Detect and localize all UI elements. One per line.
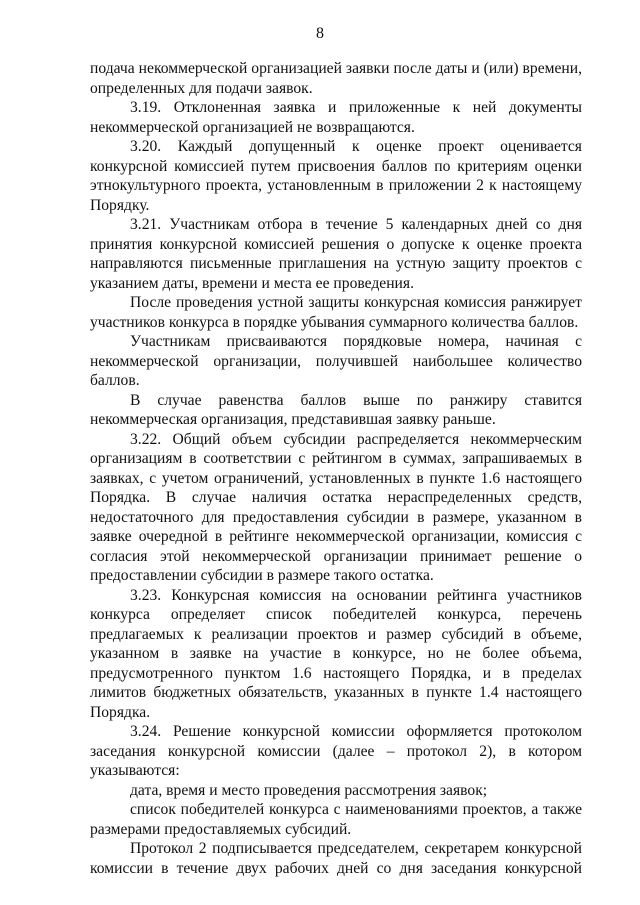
paragraph-tie-break: В случае равенства баллов выше по ранжиру ставится некоммерческая организация, представившая заявку раньше. <box>90 391 582 428</box>
paragraph-3-24: 3.24. Решение конкурсной комиссии оформляется протоколом заседания конкурсной комиссии (далее – протокол 2), в котором указываются: <box>90 723 582 779</box>
paragraph-list-item-winners: список победителей конкурса с наименованиями проектов, а также размерами предоставляемых субсидий. <box>90 801 582 838</box>
paragraph-continuation: подача некоммерческой организацией заявки после даты и (или) времени, определенных для подачи заявок. <box>90 60 582 97</box>
document-body <box>90 59 582 878</box>
paragraph-3-21: 3.21. Участникам отбора в течение 5 календарных дней со дня принятия конкурсной комиссией решения о допуске к оценке проекта направляются письменные приглашения на устную защиту проектов с указанием даты, времени и места ее проведения. <box>90 216 582 292</box>
paragraph-protocol-signing: Протокол 2 подписывается председателем, секретарем конкурсной комиссии в течение двух рабочих дней со дня заседания конкурсной <box>90 840 582 877</box>
paragraph-order-numbers: Участникам присваиваются порядковые номера, начиная с некоммерческой организации, получившей наибольшее количество баллов. <box>90 333 582 389</box>
paragraph-3-19: 3.19. Отклоненная заявка и приложенные к ней документы некоммерческой организацией не возвращаются. <box>90 99 582 136</box>
page-number: 8 <box>316 25 324 42</box>
paragraph-3-23: 3.23. Конкурсная комиссия на основании рейтинга участников конкурса определяет список победителей конкурса, перечень предлагаемых к реализации проектов и размер субсидий в объеме, указанном в заявке на участие в конкурсе, но не более объема, предусмотренного пунктом 1.6 настоящего Порядка, и в пределах лимитов бюджетных обязательств, указанных в пункте 1.4 настоящего Порядка. <box>90 586 582 721</box>
paragraph-ranking: После проведения устной защиты конкурсная комиссия ранжирует участников конкурса в порядке убывания суммарного количества баллов. <box>90 294 582 331</box>
paragraph-3-22: 3.22. Общий объем субсидии распределяется некоммерческим организациям в соответствии с рейтингом в суммах, запрашиваемых в заявках, с учетом ограничений, установленных в пункте 1.6 настоящего Порядка. В случае наличия остатка нераспределенных средств, недостаточного для предоставления субсидии в размере, указанном в заявке очередной в рейтинге некоммерческой организации, комиссия с согласия этой некоммерческой организации принимает решение о предоставлении субсидии в размере такого остатка. <box>90 430 582 584</box>
paragraph-list-item-date: дата, время и место проведения рассмотрения заявок; <box>130 781 488 799</box>
paragraph-3-20: 3.20. Каждый допущенный к оценке проект оценивается конкурсной комиссией путем присвоения баллов по критериям оценки этнокультурного проекта, установленным в приложении 2 к настоящему Порядку. <box>90 138 582 214</box>
